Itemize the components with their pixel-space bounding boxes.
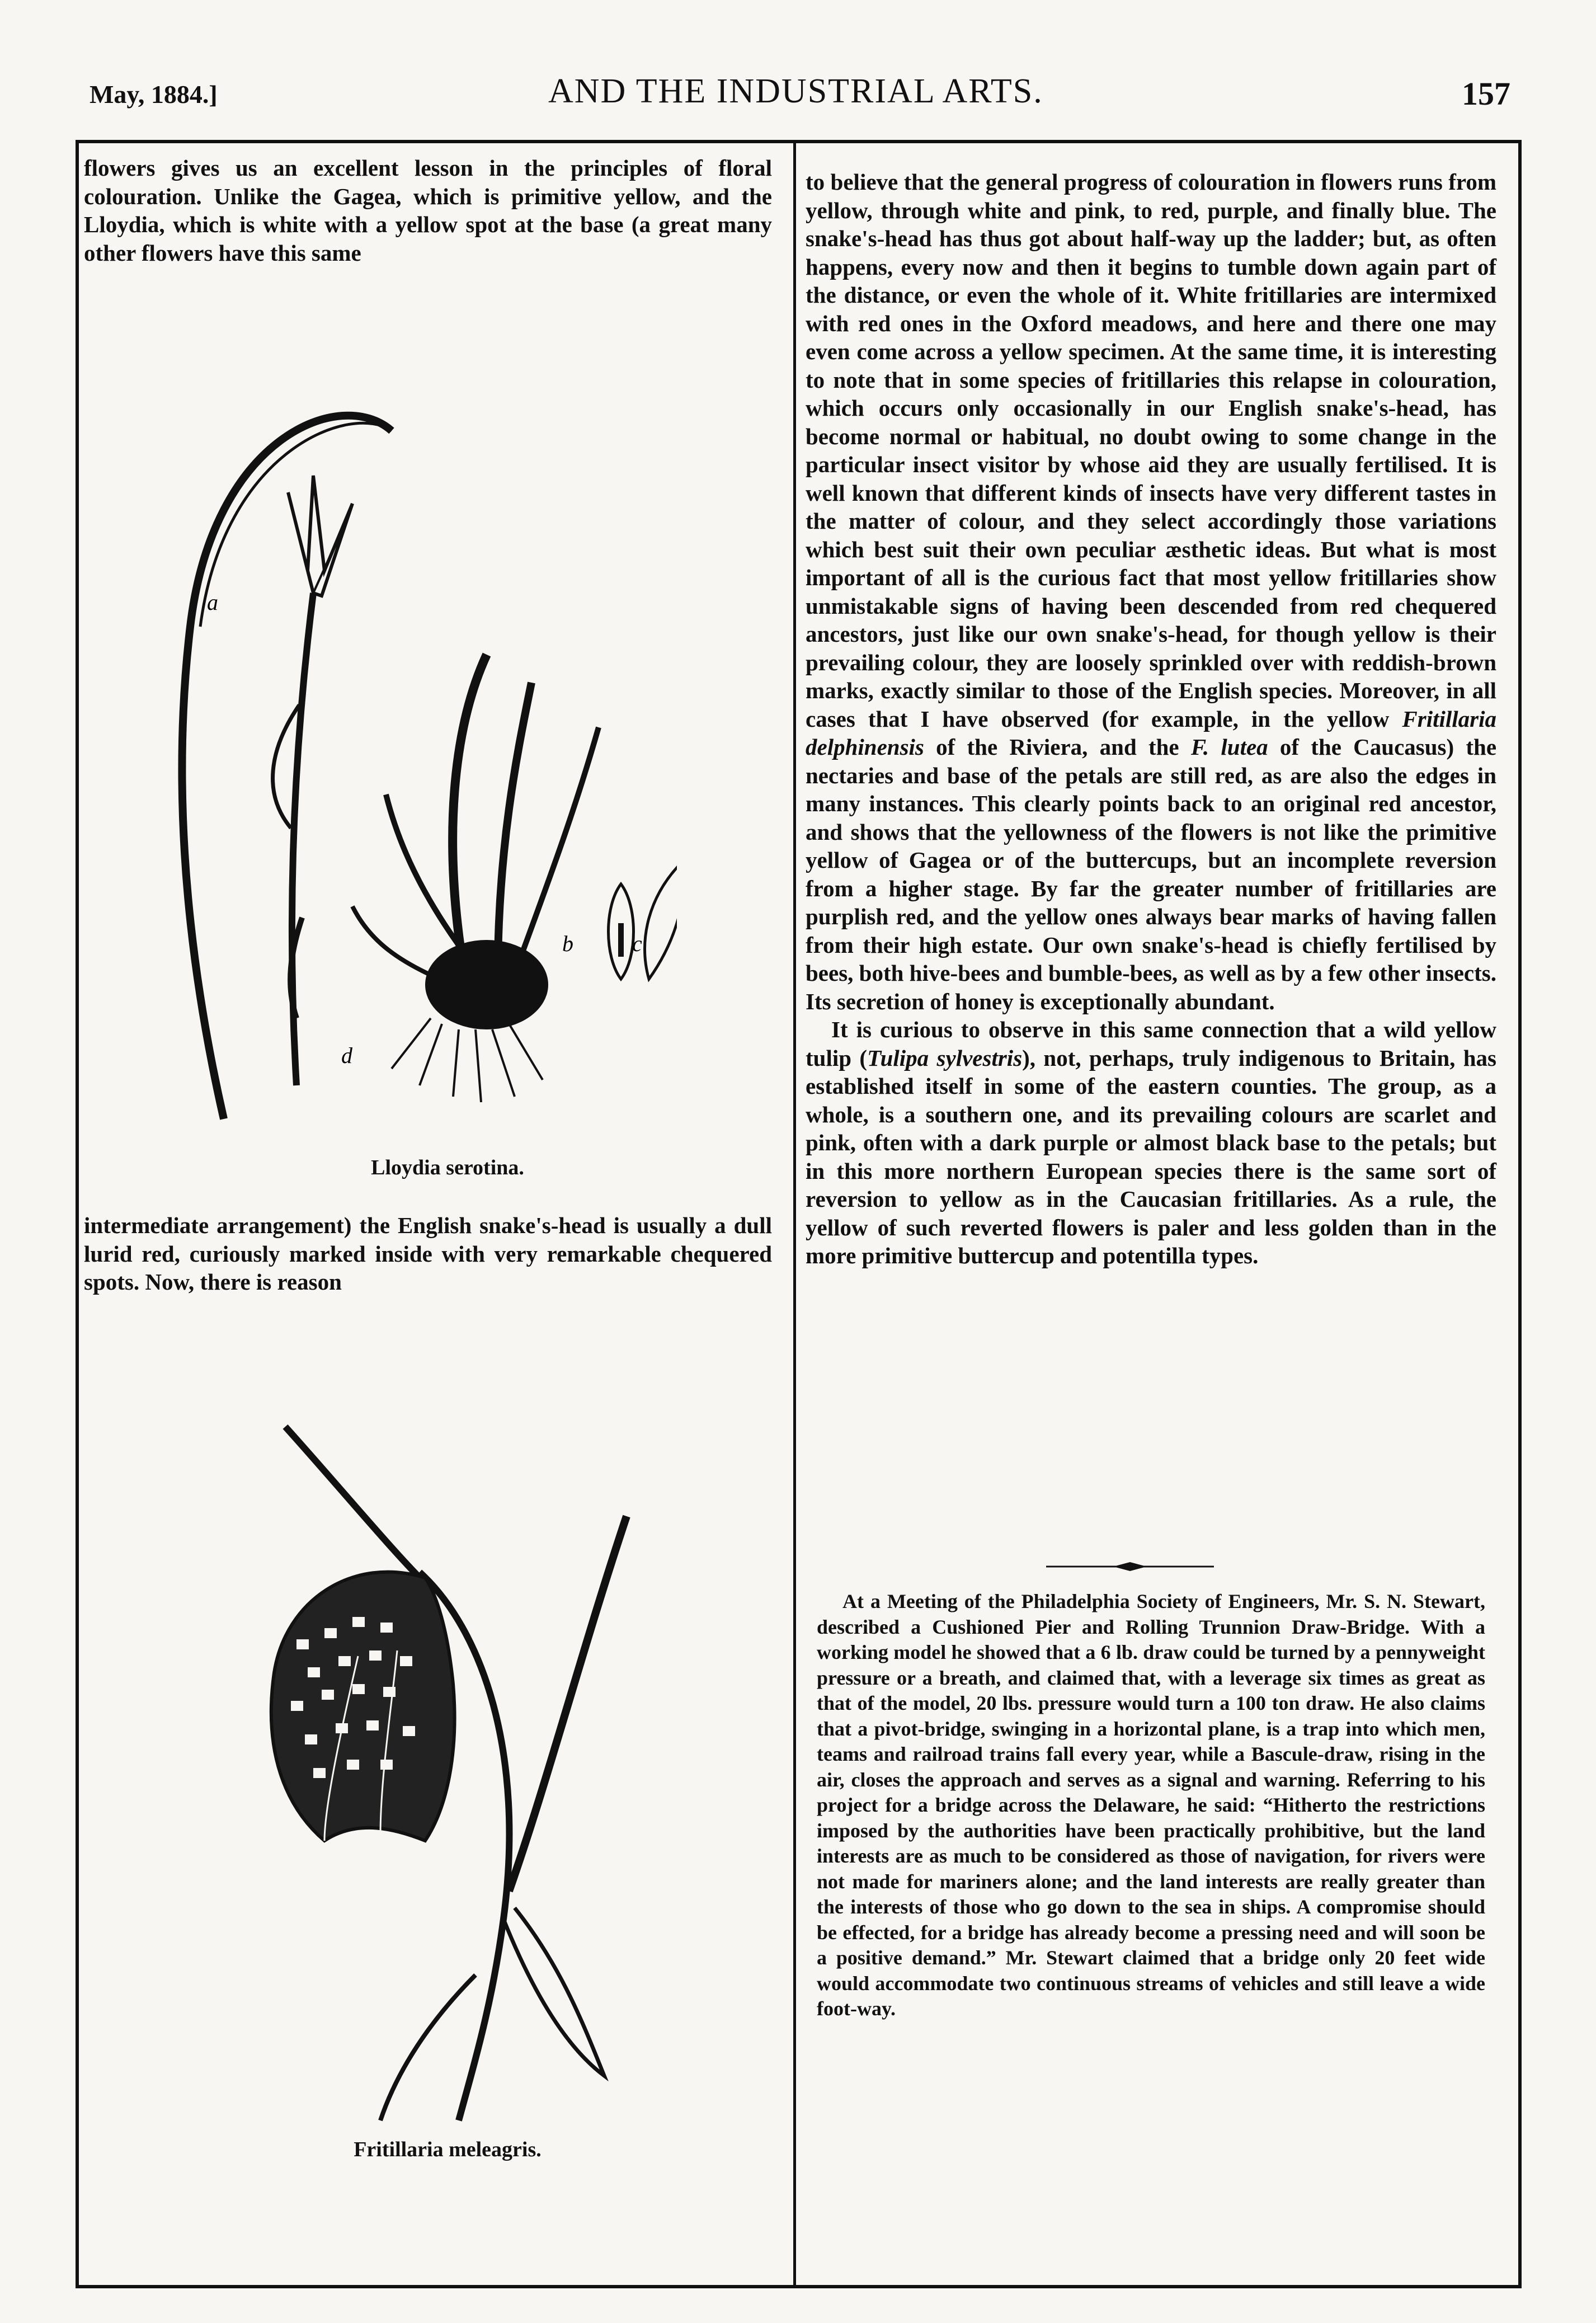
paragraph: intermediate arrangement) the English snake's-head is usually a dull lurid red, curiously marked inside with very remarkable chequered spots. Now, there is reason [84,1212,772,1295]
species-name: Fritillaria delphinensis [806,706,1497,760]
header-date: May, 1884.] [90,80,218,109]
text-span: ), not, perhaps, truly indigenous to Britain, has established itself in some of the eastern counties. The group, as a whole, is a southern one, and its prevailing colours are scarlet and pink, often with a dark purple or almost black base to the petals; but in this more northern European species there is the same sort of reversion to yellow as in the Caucasian fritillaries. As a rule, the yellow of such reverted flowers is paler and less golden than in the more primitive buttercup and potentilla types. [806,1045,1497,1268]
lloydia-illustration [129,392,677,1136]
paragraph-2 [806,1015,1496,1270]
running-header [90,72,1510,122]
paragraph: flowers gives us an excellent lesson in the principles of floral colouration. Unlike the Gagea, which is primitive yellow, and the Lloydia, which is white with a yellow spot at the base (a great many other flowers have this same [84,155,772,266]
figure-label-a: a [207,590,218,615]
text-span: of the Riviera, and the [936,734,1179,760]
right-column-main-text [806,168,1496,1270]
left-column-paragraph-mid [84,1211,772,1296]
paragraph-1 [806,168,1496,1015]
column-rule [793,140,796,2288]
fritillaria-illustration [213,1416,660,2126]
text-span: of the Caucasus) the nectaries and base of the petals are still red, as are also the edges in many instances. This clearly points back to an original red ancestor, and shows that the yellowness of the flowers is not like the primitive yellow of Gagea or of the buttercups, but an incomplete reversion from a higher stage. By far the greater number of fritillaries are purplish red, and the yellow ones always bear marks of having fallen from their high estate. Our own snake's-head is chiefly fertilised by bees, both hive-bees and bumble-bees, as well as by a few other insects. Its secretion of honey is exceptionally abundant. [806,734,1497,1014]
page-number: 157 [1462,76,1510,112]
figure-caption-fritillaria: Fritillaria meleagris. [354,2138,542,2161]
species-name: Tulipa sylvestris [867,1045,1023,1071]
figure-label-c: c [632,931,642,956]
text-span: to believe that the general progress of colouration in flowers runs from yellow, through white and pink, to red, purple, and finally blue. The snake's-head has thus got about half-way up the ladder; but, as often happens, every now and then it begins to tumble down again part of the distance, or even the whole of it. White fritillaries are intermixed with red ones in the Oxford meadows, and here and there one may even come across a yellow specimen. At the same time, it is interesting to note that in some species of fritillaries this relapse in colouration, which occurs only occasionally in our English snake's-head, has become normal or habitual, no doubt owing to some change in the particular insect visitor by whose aid they are usually fertilised. It is well known that different kinds of insects have very different tastes in the matter of colour, and they select accordingly those variations which best suit their own peculiar æsthetic ideas. But what is most important of all is the curious fact that most yellow fritillaries show unmistakable signs of having been descended from red chequered ancestors, just like our own snake's-head, for though yellow is their prevailing colour, they are loosely sprinkled over with reddish-brown marks, exactly similar to those of the English species. Moreover, in all cases that I have observed (for example, in the yellow [806,169,1496,732]
ornament-divider-icon [1046,1561,1214,1572]
figure-label-b: b [562,931,573,956]
note-paragraph: At a Meeting of the Philadelphia Society of Engineers, Mr. S. N. Stewart, described a Cushioned Pier and Rolling Trunnion Draw-Bridge. With a working model he showed that a 6 lb. draw could be turned by a pennyweight pressure or a breath, and claimed that, with a leverage six times as great as that of the model, 20 lbs. pressure would turn a 100 ton draw. He also claims that a pivot-bridge, swinging in a horizontal plane, is a trap into which men, teams and railroad trains fall every year, while a Bascule-draw, rising in the air, closes the approach and serves as a signal and warning. Referring to his project for a bridge across the Delaware, he said: “Hitherto the restrictions imposed by the authorities have been practically prohibitive, but the land interests are as much to be considered as those of navigation, for rivers were not made for mariners alone; and the land interests are really greater than the interests of those who go down to the sea in ships. A compromise should be effected, for a bridge has already become a pressing need and will soon be a positive demand.” Mr. Stewart claimed that a bridge only 20 feet wide would accommodate two continuous streams of vehicles and still leave a wide foot-way. [817,1590,1485,2020]
figure-caption-lloydia: Lloydia serotina. [371,1156,524,1179]
text-span: It is curious to observe in this same connection that a wild yellow tulip ( [806,1017,1496,1071]
engineering-note [817,1589,1485,2022]
figure-label-d: d [341,1043,352,1068]
left-column-paragraph-top [84,154,772,267]
header-title: AND THE INDUSTRIAL ARTS. [548,72,1043,110]
species-name: F. lutea [1190,734,1268,760]
